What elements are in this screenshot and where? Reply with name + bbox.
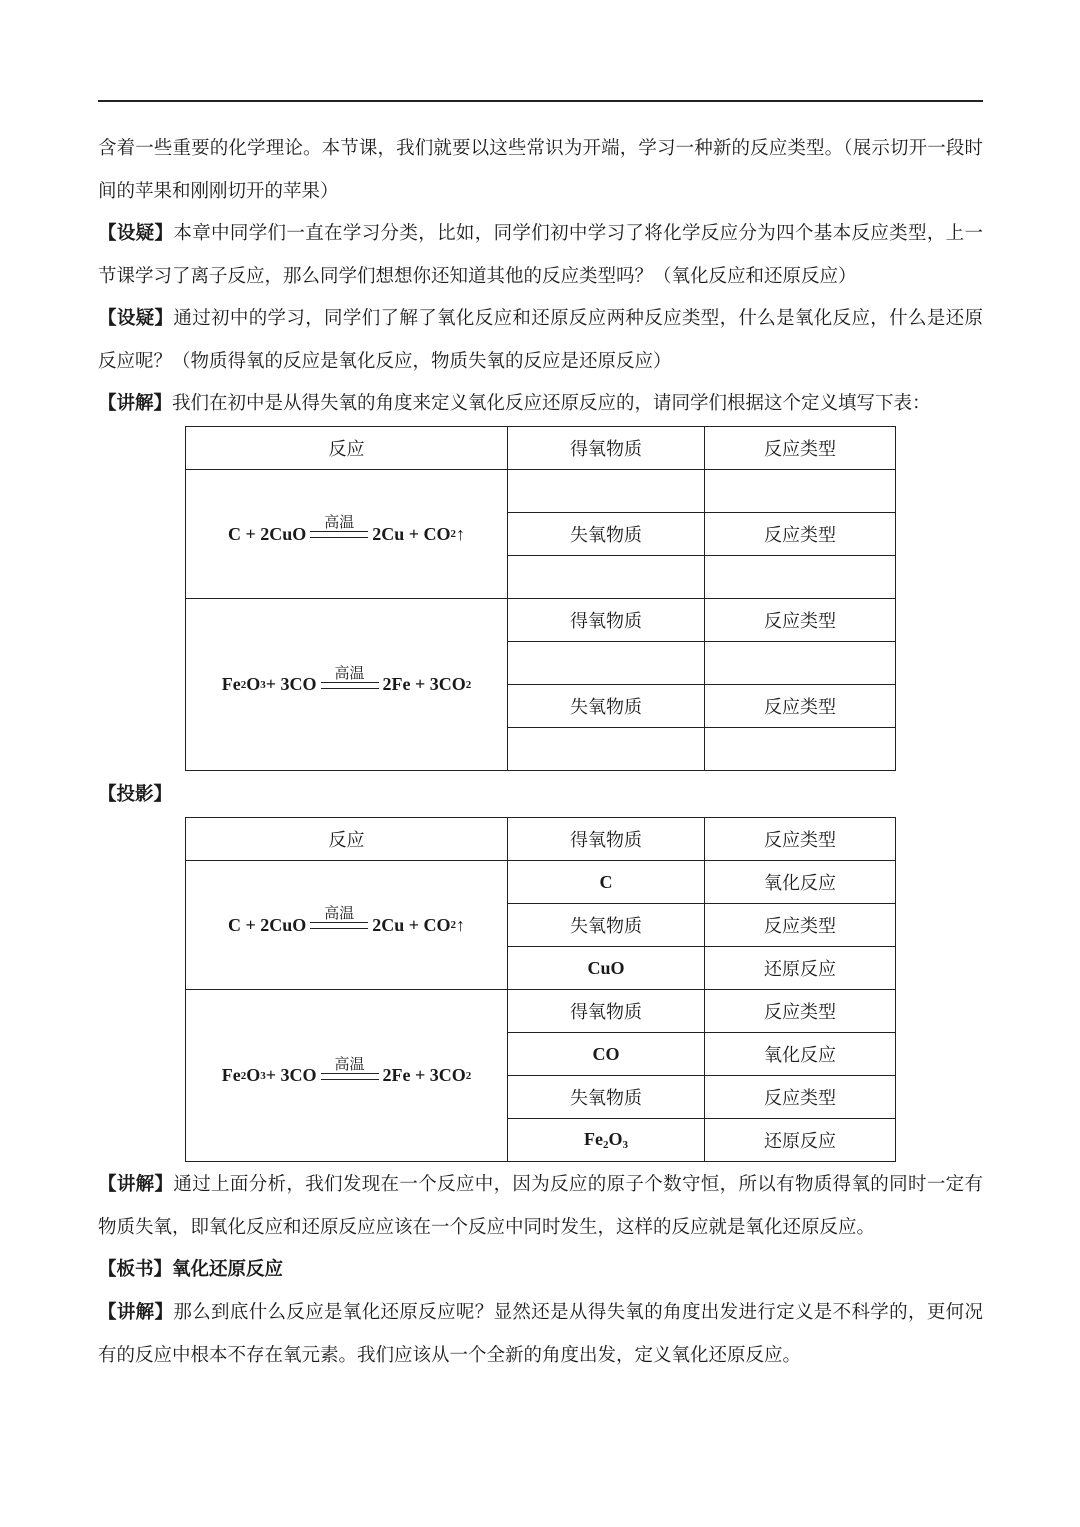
equals-sign [310,531,368,538]
subscript: 2 [240,678,247,691]
eq-text: Fe [221,1065,241,1085]
reaction-condition [321,1056,379,1080]
subscript: 2 [465,678,472,691]
explain-2-text: 通过上面分析，我们发现在一个反应中，因为反应的原子个数守恒，所以有物质得氧的同时一定有物质失氧，即氧化反应和还原反应应该在一个反应中同时发生，这样的反应就是氧化还原反应。 [98,1174,983,1238]
condition-text: 高温 [324,513,355,531]
eq-text: 2Cu + CO [372,523,451,544]
label-lose-oxygen: 失氧物质 [508,904,705,947]
equation-2-cell [186,599,508,771]
eq-text: + 3CO [265,674,317,694]
paragraph-explain-2 [98,1164,983,1249]
eq-text: 2Fe + 3CO [382,674,466,694]
paragraph-question-1 [98,213,983,298]
label-lose-oxygen: 失氧物质 [508,685,705,728]
explain-1-text: 我们在初中是从得失氧的角度来定义氧化反应还原反应的，请同学们根据这个定义填写下表： [172,393,931,414]
table-row [186,470,896,513]
eq-text: Fe [221,674,241,694]
label-reaction-type: 反应类型 [705,990,896,1033]
label-reaction-type: 反应类型 [705,513,896,556]
table-row [186,599,896,642]
equation-2-cell [186,990,508,1162]
subscript: 2 [240,1069,247,1082]
question-2-text: 通过初中的学习，同学们了解了氧化反应和还原反应两种反应类型，什么是氧化反应，什么是还原反应呢？（物质得氧的反应是氧化反应，物质失氧的反应是还原反应） [98,308,983,372]
eq-text: C + 2CuO [227,914,307,935]
board-text: 氧化还原反应 [172,1259,284,1280]
subscript: 3 [622,1139,628,1151]
answer-lose-oxygen [508,1119,705,1162]
tag-label: 【讲解】 [98,393,173,414]
answer-gain-oxygen: C [508,861,705,904]
answer-lose-type: 还原反应 [705,1119,896,1162]
header-reaction: 反应 [186,818,508,861]
tag-label: 【板书】 [98,1259,173,1280]
header-reaction-type: 反应类型 [705,818,896,861]
equals-sign [321,682,379,689]
label-reaction-type: 反应类型 [705,1076,896,1119]
header-rule [98,100,983,102]
table-row [186,861,896,904]
label-gain-oxygen: 得氧物质 [508,990,705,1033]
equals-sign [321,1073,379,1080]
eq-text: C + 2CuO [227,523,307,544]
chem-text: O [608,1129,623,1149]
subscript: 2 [450,528,457,540]
gas-arrow: ↑ [456,914,466,935]
equation-2 [221,1054,472,1088]
subscript: 2 [602,1139,609,1151]
header-gain-oxygen: 得氧物质 [508,427,705,470]
label-lose-oxygen: 失氧物质 [508,1076,705,1119]
paragraph-projection [98,774,983,817]
reaction-condition [310,905,368,929]
eq-text: 2Fe + 3CO [382,1065,466,1085]
eq-text: 2Cu + CO [372,914,451,935]
equation-1 [227,513,466,546]
subscript: 3 [260,1069,266,1082]
equation-1-cell [186,470,508,599]
answer-table [185,817,896,1162]
blank-cell[interactable] [705,470,896,513]
eq-text: O [246,1065,261,1085]
paragraph-intro [98,128,983,213]
table-row [186,990,896,1033]
answer-lose-oxygen: CuO [508,947,705,990]
question-1-text: 本章中同学们一直在学习分类，比如，同学们初中学习了将化学反应分为四个基本反应类型，上一节课学习了离子反应，那么同学们想想你还知道其他的反应类型吗？（氧化反应和还原反应） [98,223,983,287]
explain-3-text: 那么到底什么反应是氧化还原反应呢？显然还是从得失氧的角度出发进行定义是不科学的，更何况有的反应中根本不存在氧元素。我们应该从一个全新的角度出发，定义氧化还原反应。 [98,1302,983,1366]
header-reaction: 反应 [186,427,508,470]
label-reaction-type: 反应类型 [705,599,896,642]
paragraph-explain-1 [98,383,983,426]
answer-gain-oxygen: CO [508,1033,705,1076]
reaction-condition [321,665,379,689]
eq-text: + 3CO [265,1065,317,1085]
intro-text: 含着一些重要的化学理论。本节课，我们就要以这些常识为开端，学习一种新的反应类型。（展示切开一段时间的苹果和刚刚切开的苹果） [98,138,983,202]
worksheet-table [185,426,896,771]
tag-label: 【设疑】 [98,308,174,329]
label-reaction-type: 反应类型 [705,904,896,947]
tag-label: 【讲解】 [98,1302,174,1323]
header-gain-oxygen: 得氧物质 [508,818,705,861]
answer-lose-type: 还原反应 [705,947,896,990]
equals-sign [310,922,368,929]
gas-arrow: ↑ [456,523,466,544]
paragraph-question-2 [98,298,983,383]
subscript: 2 [465,1069,472,1082]
subscript: 2 [450,919,457,931]
tag-label: 【设疑】 [98,223,174,244]
blank-cell[interactable] [508,470,705,513]
answer-gain-type: 氧化反应 [705,861,896,904]
condition-text: 高温 [334,1054,365,1073]
answer-gain-type: 氧化反应 [705,1033,896,1076]
blank-cell[interactable] [705,728,896,771]
blank-cell[interactable] [508,556,705,599]
table-row [186,818,896,861]
condition-text: 高温 [334,663,365,682]
blank-cell[interactable] [705,642,896,685]
tag-label: 【投影】 [98,784,173,805]
header-reaction-type: 反应类型 [705,427,896,470]
equation-1 [227,904,466,937]
equation-2 [221,663,472,697]
paragraph-board [98,1249,983,1292]
reaction-condition [310,514,368,538]
blank-cell[interactable] [705,556,896,599]
equation-1-cell [186,861,508,990]
table-row [186,427,896,470]
label-gain-oxygen: 得氧物质 [508,599,705,642]
subscript: 3 [260,678,266,691]
condition-text: 高温 [324,904,355,922]
label-reaction-type: 反应类型 [705,685,896,728]
eq-text: O [246,674,261,694]
paragraph-explain-3 [98,1292,983,1377]
tag-label: 【讲解】 [98,1174,174,1195]
chem-text: Fe [584,1129,603,1149]
blank-cell[interactable] [508,728,705,771]
label-lose-oxygen: 失氧物质 [508,513,705,556]
blank-cell[interactable] [508,642,705,685]
